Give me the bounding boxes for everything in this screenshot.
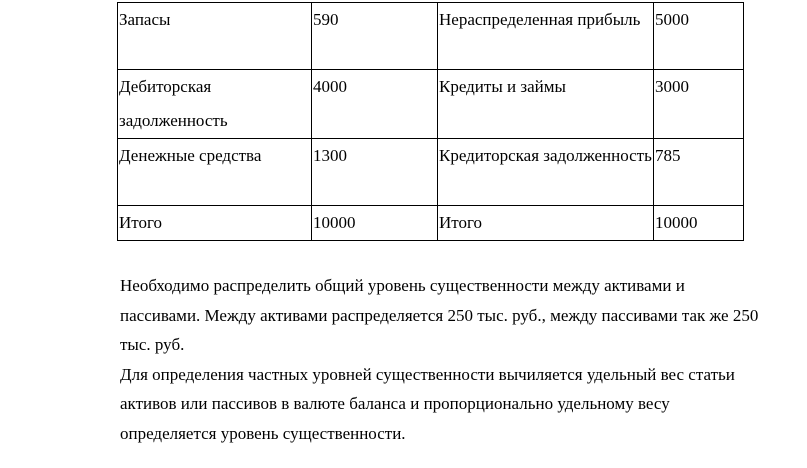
table-row <box>118 3 744 70</box>
asset-label-cell: Денежные средства <box>118 139 312 206</box>
balance-table <box>117 2 744 241</box>
table-row <box>118 139 744 206</box>
paragraph-distribution: Необходимо распределить общий уровень существенности между активами и пассивами. Между активами распределяется 250 тыс. руб., между пассивами так же 250 тыс. руб. <box>120 276 759 354</box>
table-row-total <box>118 206 744 241</box>
asset-value-cell: 1300 <box>312 139 438 206</box>
asset-total-value-cell: 10000 <box>312 206 438 241</box>
asset-label-cell: Дебиторская задолженность <box>118 70 312 139</box>
liability-total-label-cell: Итого <box>438 206 654 241</box>
asset-total-label-cell: Итого <box>118 206 312 241</box>
liability-total-value-cell: 10000 <box>654 206 744 241</box>
asset-label-cell: Запасы <box>118 3 312 70</box>
liability-value-cell: 3000 <box>654 70 744 139</box>
liability-label-cell: Кредиты и займы <box>438 70 654 139</box>
body-text <box>120 271 760 448</box>
paragraph-method: Для определения частных уровней существенности вычиляется удельный вес статьи активов или пассивов в валюте баланса и пропорционально удельному весу определяется уровень существенности. <box>120 364 735 443</box>
liability-label-cell: Нераспределенная прибыль <box>438 3 654 70</box>
asset-value-cell: 4000 <box>312 70 438 139</box>
liability-label-cell: Кредиторская задолженность <box>438 139 654 206</box>
liability-value-cell: 5000 <box>654 3 744 70</box>
asset-value-cell: 590 <box>312 3 438 70</box>
liability-value-cell: 785 <box>654 139 744 206</box>
table-row <box>118 70 744 139</box>
